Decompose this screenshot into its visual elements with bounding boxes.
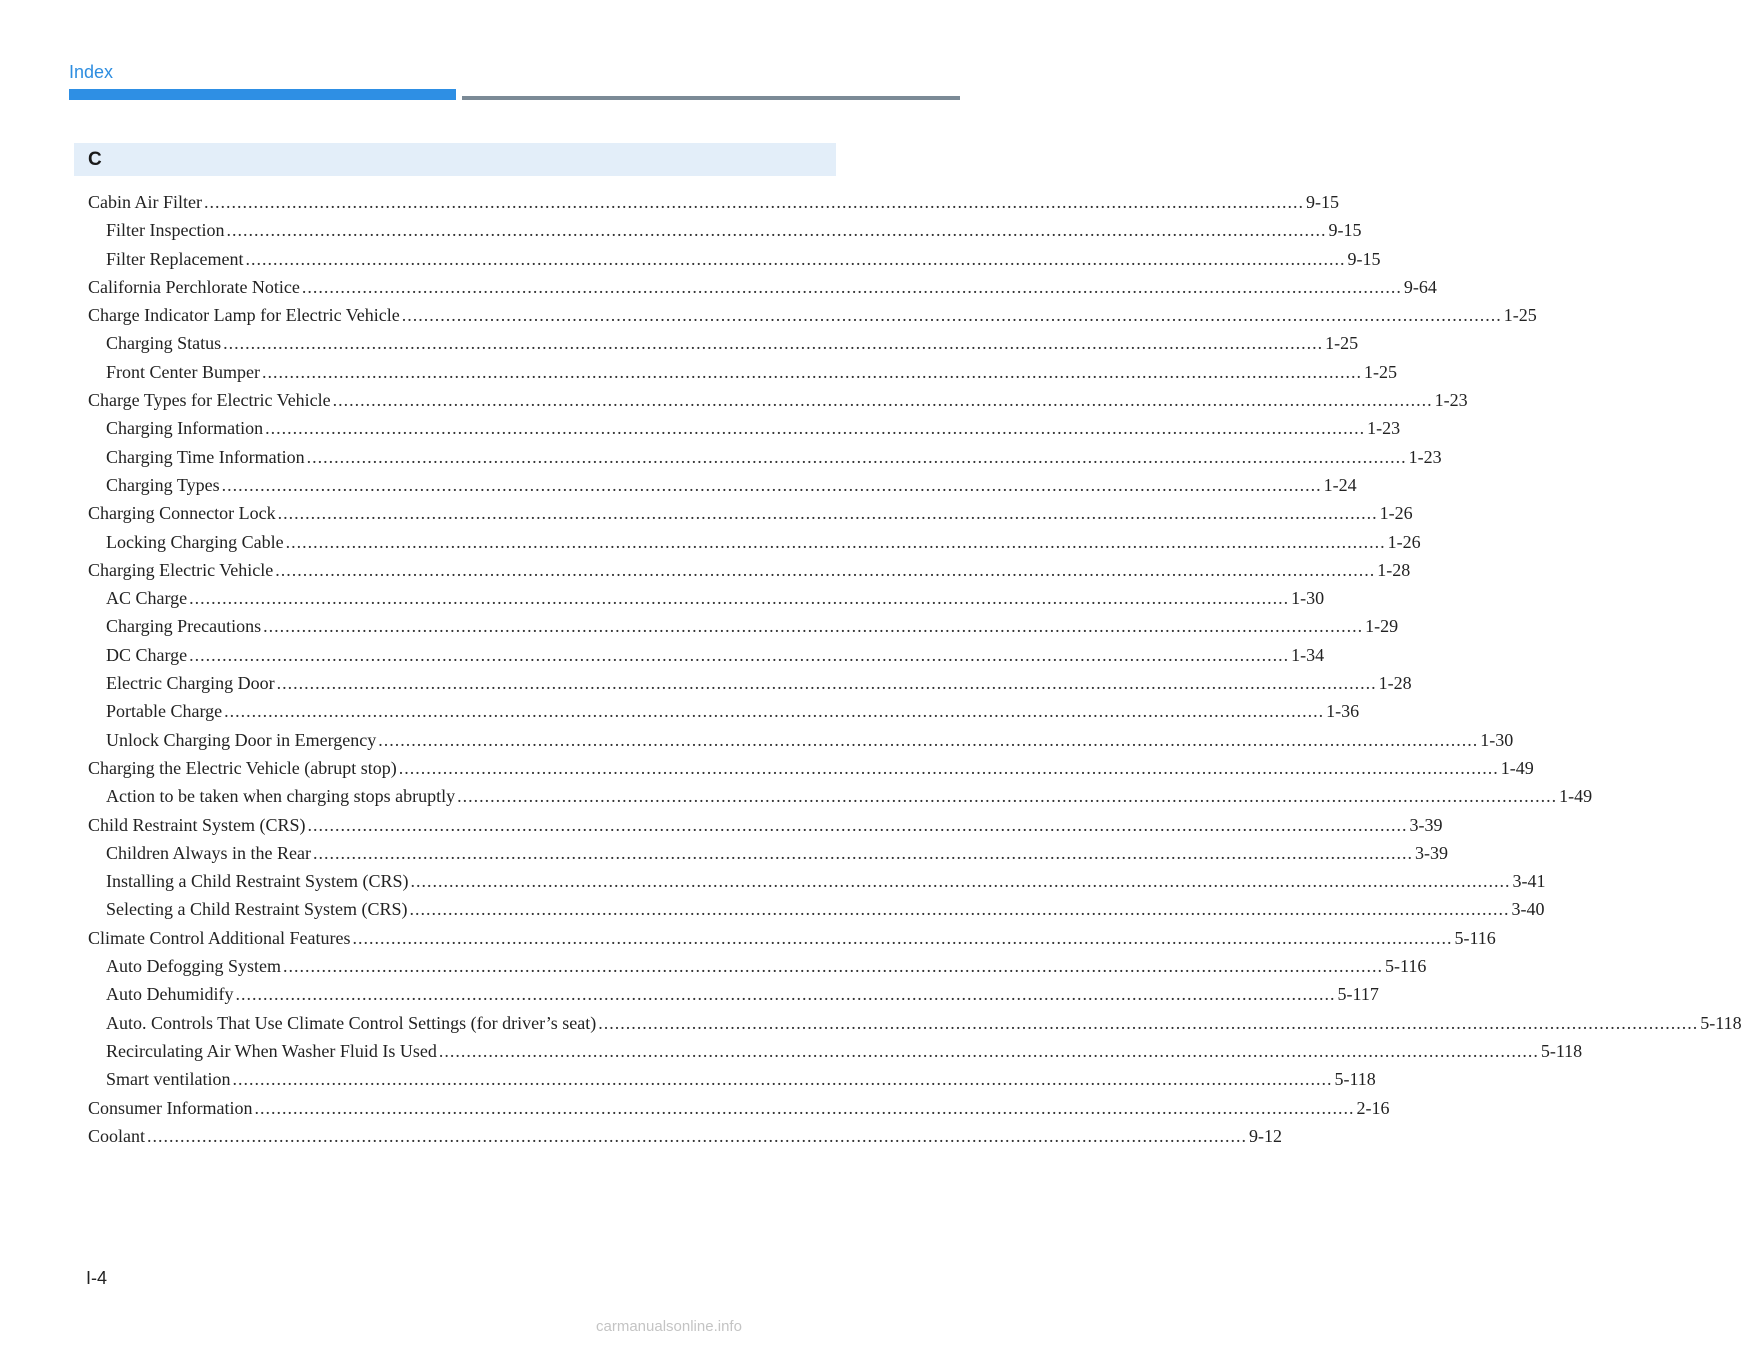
dot-leader: ........................................................................................................................................................................................................ [398, 757, 1499, 778]
entry-text: Installing a Child Restraint System (CRS) [106, 871, 409, 892]
index-subentry[interactable] [88, 584, 1325, 612]
entry-page[interactable]: 2-16 [1356, 1097, 1390, 1118]
entry-page[interactable]: 5-116 [1454, 927, 1496, 948]
dot-leader: ........................................................................................................................................................................................................ [301, 276, 1402, 297]
dot-leader: ........................................................................................................................................................................................................ [409, 899, 1510, 920]
index-subentry[interactable] [88, 669, 1412, 697]
index-subentry[interactable] [88, 980, 1379, 1008]
entry-page[interactable]: 1-26 [1387, 531, 1421, 552]
index-entry[interactable] [88, 499, 1413, 527]
index-subentry[interactable] [88, 726, 1514, 754]
entry-page[interactable]: 1-49 [1559, 786, 1593, 807]
entry-text: Auto Defogging System [106, 956, 281, 977]
entry-text: Charge Types for Electric Vehicle [88, 390, 331, 411]
index-entry[interactable] [88, 188, 1339, 216]
index-subentry[interactable] [88, 1037, 1583, 1065]
dot-leader: ........................................................................................................................................................................................................ [283, 956, 1383, 977]
index-subentry[interactable] [88, 839, 1448, 867]
entry-page[interactable]: 3-39 [1414, 842, 1448, 863]
entry-text: Charging Status [106, 333, 222, 354]
entry-text: Locking Charging Cable [106, 531, 284, 552]
dot-leader: ........................................................................................................................................................................................................ [235, 984, 1336, 1005]
entry-page[interactable]: 3-40 [1511, 899, 1545, 920]
index-subentry[interactable] [88, 358, 1397, 386]
entry-page[interactable]: 5-118 [1540, 1040, 1583, 1061]
entry-text: Climate Control Additional Features [88, 927, 351, 948]
dot-leader: ........................................................................................................................................................................................................ [189, 644, 1290, 665]
index-subentry[interactable] [88, 414, 1401, 442]
index-subentry[interactable] [88, 697, 1360, 725]
dot-leader: ........................................................................................................................................................................................................ [332, 390, 1433, 411]
index-entry[interactable] [88, 301, 1537, 329]
entry-page[interactable]: 1-28 [1377, 559, 1411, 580]
dot-leader: ........................................................................................................................................................................................................ [204, 192, 1304, 212]
dot-leader: ........................................................................................................................................................................................................ [438, 1040, 1539, 1061]
entry-text: Cabin Air Filter [88, 192, 202, 212]
entry-page[interactable]: 1-25 [1503, 305, 1537, 326]
entry-page[interactable]: 1-30 [1480, 729, 1514, 750]
index-entry[interactable] [88, 1122, 1282, 1150]
entry-text: Recirculating Air When Washer Fluid Is Used [106, 1040, 437, 1061]
entry-text: Unlock Charging Door in Emergency [106, 729, 377, 750]
dot-leader: ........................................................................................................................................................................................................ [285, 531, 1386, 552]
index-subentry[interactable] [88, 952, 1427, 980]
entry-page[interactable]: 1-24 [1323, 474, 1357, 495]
entry-page[interactable]: 1-26 [1379, 503, 1413, 524]
dot-leader: ........................................................................................................................................................................................................ [263, 616, 1364, 637]
dot-leader: ........................................................................................................................................................................................................ [261, 361, 1362, 382]
entry-page[interactable]: 5-118 [1700, 1012, 1742, 1033]
entry-text: Charging Precautions [106, 616, 262, 637]
index-entry[interactable] [88, 556, 1411, 584]
watermark: carmanualsonline.info [596, 1318, 742, 1335]
entry-page[interactable]: 9-15 [1306, 192, 1339, 212]
header-rule [462, 96, 960, 100]
dot-leader: ........................................................................................................................................................................................................ [306, 446, 1407, 467]
header-title: Index [69, 62, 114, 82]
index-subentry[interactable] [88, 895, 1545, 923]
index-subentry[interactable] [88, 612, 1399, 640]
page-number: I-4 [86, 1268, 108, 1288]
dot-leader: ........................................................................................................................................................................................................ [224, 701, 1325, 722]
entry-text: Coolant [88, 1125, 145, 1146]
entry-text: Consumer Information [88, 1097, 253, 1118]
index-subentry[interactable] [88, 216, 1362, 244]
entry-page[interactable]: 1-36 [1326, 701, 1360, 722]
dot-leader: ........................................................................................................................................................................................................ [401, 305, 1502, 326]
entry-page[interactable]: 3-39 [1409, 814, 1443, 835]
entry-text: Electric Charging Door [106, 673, 275, 694]
entry-page[interactable]: 5-118 [1334, 1069, 1376, 1090]
entry-page[interactable]: 1-23 [1434, 390, 1468, 411]
entry-text: California Perchlorate Notice [88, 276, 300, 297]
dot-leader: ........................................................................................................................................................................................................ [245, 248, 1346, 269]
dot-leader: ........................................................................................................................................................................................................ [457, 786, 1558, 807]
entry-text: Charging the Electric Vehicle (abrupt stop) [88, 757, 397, 778]
dot-leader: ........................................................................................................................................................................................................ [277, 503, 1378, 524]
entry-page[interactable]: 3-41 [1512, 871, 1546, 892]
entry-page[interactable]: 5-116 [1385, 956, 1427, 977]
dot-leader: ........................................................................................................................................................................................................ [189, 588, 1290, 609]
dot-leader: ........................................................................................................................................................................................................ [307, 814, 1408, 835]
index-subentry[interactable] [88, 641, 1325, 669]
section-letter-band [74, 143, 836, 176]
entry-page[interactable]: 1-30 [1291, 588, 1325, 609]
entry-text: Smart ventilation [106, 1069, 231, 1090]
index-subentry[interactable] [88, 867, 1546, 895]
index-subentry[interactable] [88, 471, 1357, 499]
entry-text: Filter Replacement [106, 248, 244, 269]
entry-text: Charging Time Information [106, 446, 305, 467]
dot-leader: ........................................................................................................................................................................................................ [226, 220, 1327, 241]
index-entry[interactable] [88, 273, 1437, 301]
entry-page[interactable]: 1-23 [1367, 418, 1401, 439]
dot-leader: ........................................................................................................................................................................................................ [410, 871, 1511, 892]
entry-text: Front Center Bumper [106, 361, 260, 382]
dot-leader: ........................................................................................................................................................................................................ [254, 1097, 1355, 1118]
entry-page[interactable]: 9-64 [1403, 276, 1437, 297]
dot-leader: ........................................................................................................................................................................................................ [352, 927, 1453, 948]
dot-leader: ........................................................................................................................................................................................................ [221, 474, 1322, 495]
section-letter: C [88, 149, 102, 170]
entry-text: Children Always in the Rear [106, 842, 311, 863]
index-entry[interactable] [88, 811, 1443, 839]
dot-leader: ........................................................................................................................................................................................................ [378, 729, 1479, 750]
entry-text: Action to be taken when charging stops abruptly [106, 786, 456, 807]
entry-text: Charge Indicator Lamp for Electric Vehicle [88, 305, 400, 326]
entry-text: Filter Inspection [106, 220, 225, 241]
entry-text: Portable Charge [106, 701, 223, 722]
index-subentry[interactable] [88, 1009, 1742, 1037]
dot-leader: ........................................................................................................................................................................................................ [598, 1012, 1699, 1033]
entry-text: Charging Connector Lock [88, 503, 276, 524]
dot-leader: ........................................................................................................................................................................................................ [223, 333, 1324, 354]
index-subentry[interactable] [88, 329, 1359, 357]
index-subentry[interactable] [88, 245, 1381, 273]
entry-page[interactable]: 9-12 [1249, 1125, 1282, 1146]
index-entry[interactable] [88, 386, 1468, 414]
entry-text: AC Charge [106, 588, 188, 609]
entry-text: Charging Types [106, 474, 220, 495]
index-entry[interactable] [88, 754, 1534, 782]
dot-leader: ........................................................................................................................................................................................................ [147, 1125, 1247, 1146]
entry-page[interactable]: 1-23 [1408, 446, 1442, 467]
entry-page[interactable]: 9-15 [1347, 248, 1381, 269]
index-entry[interactable] [88, 1094, 1390, 1122]
index-subentry[interactable] [88, 1065, 1376, 1093]
entry-page[interactable]: 1-28 [1378, 673, 1412, 694]
entry-text: Child Restraint System (CRS) [88, 814, 306, 835]
dot-leader: ........................................................................................................................................................................................................ [275, 559, 1376, 580]
index-subentry[interactable] [88, 443, 1442, 471]
entry-page[interactable]: 1-25 [1325, 333, 1359, 354]
entry-page[interactable]: 5-117 [1337, 984, 1379, 1005]
entry-text: Auto. Controls That Use Climate Control Settings (for driver’s seat) [106, 1012, 597, 1033]
dot-leader: ........................................................................................................................................................................................................ [265, 418, 1366, 439]
dot-leader: ........................................................................................................................................................................................................ [276, 673, 1377, 694]
dot-leader: ........................................................................................................................................................................................................ [232, 1069, 1333, 1090]
index-entry[interactable] [88, 924, 1496, 952]
entry-text: Auto Dehumidify [106, 984, 234, 1005]
entry-page[interactable]: 1-49 [1500, 757, 1534, 778]
index-entries [88, 188, 1742, 1150]
header-accent-bar [69, 89, 456, 100]
entry-text: Charging Electric Vehicle [88, 559, 274, 580]
index-subentry[interactable] [88, 782, 1593, 810]
entry-text: Selecting a Child Restraint System (CRS) [106, 899, 408, 920]
entry-page[interactable]: 9-15 [1328, 220, 1362, 241]
dot-leader: ........................................................................................................................................................................................................ [312, 842, 1413, 863]
entry-text: Charging Information [106, 418, 264, 439]
entry-text: DC Charge [106, 644, 188, 665]
entry-page[interactable]: 1-25 [1363, 361, 1397, 382]
entry-page[interactable]: 1-29 [1365, 616, 1399, 637]
entry-page[interactable]: 1-34 [1291, 644, 1325, 665]
index-subentry[interactable] [88, 528, 1421, 556]
